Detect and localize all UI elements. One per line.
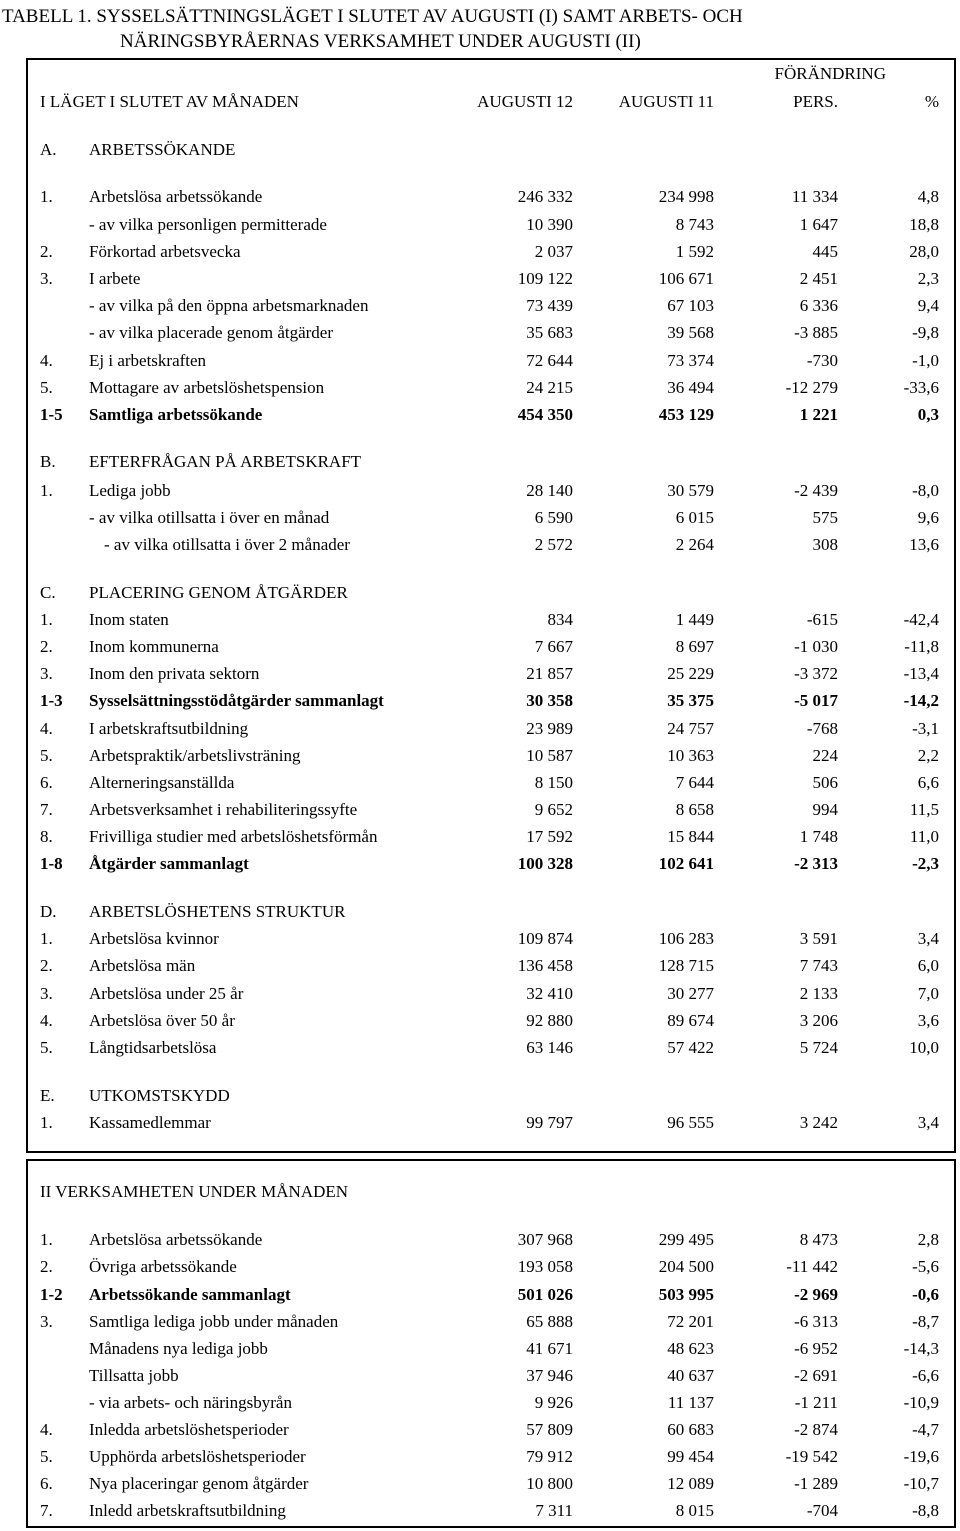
value-change-pers: 3 206 xyxy=(799,1011,838,1030)
value-change-pers: -2 313 xyxy=(794,854,838,873)
value-change-pers: -6 313 xyxy=(794,1312,838,1331)
section-heading-row xyxy=(0,139,960,161)
value-augusti-12: 30 358 xyxy=(526,691,573,710)
table-row xyxy=(0,983,960,1005)
value-change-percent: 2,8 xyxy=(917,1230,939,1249)
value-change-percent: -8,0 xyxy=(912,481,939,500)
value-change-percent: 4,8 xyxy=(917,187,939,206)
value-augusti-12: 28 140 xyxy=(526,481,573,500)
row-label: Övriga arbetssökande xyxy=(89,1257,237,1276)
row-label: Åtgärder sammanlagt xyxy=(89,854,249,873)
row-label: Lediga jobb xyxy=(89,481,171,500)
row-number: 7. xyxy=(40,800,53,819)
value-change-pers: -3 372 xyxy=(794,664,838,683)
title-line-2: NÄRINGSBYRÅERNAS VERKSAMHET UNDER AUGUSTI (II) xyxy=(120,31,641,52)
value-augusti-12: 246 332 xyxy=(517,187,573,206)
value-change-pers: 11 334 xyxy=(791,187,838,206)
value-augusti-12: 65 888 xyxy=(526,1312,573,1331)
value-augusti-11: 7 644 xyxy=(675,773,714,792)
value-augusti-11: 234 998 xyxy=(658,187,714,206)
value-change-pers: -704 xyxy=(806,1501,838,1520)
value-augusti-12: 109 122 xyxy=(517,269,573,288)
row-number: 6. xyxy=(40,1474,53,1493)
value-augusti-11: 25 229 xyxy=(667,664,714,683)
row-label: Arbetslösa arbetssökande xyxy=(89,187,263,206)
table-row xyxy=(0,480,960,502)
value-change-percent: -13,4 xyxy=(903,664,939,683)
header-col-augusti-12: AUGUSTI 12 xyxy=(477,92,573,111)
row-number: 5. xyxy=(40,746,53,765)
row-number: 1-8 xyxy=(40,854,63,873)
value-augusti-11: 2 264 xyxy=(675,535,714,554)
row-number: 8. xyxy=(40,827,53,846)
row-label: Månadens nya lediga jobb xyxy=(89,1339,268,1358)
value-augusti-12: 10 587 xyxy=(526,746,573,765)
table-row xyxy=(0,322,960,344)
table-row xyxy=(0,799,960,821)
value-augusti-11: 72 201 xyxy=(667,1312,714,1331)
table-row xyxy=(0,534,960,556)
table-title xyxy=(2,4,743,54)
value-change-pers: -5 017 xyxy=(794,691,838,710)
part-two-heading-text: II VERKSAMHETEN UNDER MÅNADEN xyxy=(40,1182,349,1201)
table-row xyxy=(0,826,960,848)
row-number: 1. xyxy=(40,481,53,500)
table-row xyxy=(0,853,960,875)
value-augusti-11: 60 683 xyxy=(667,1420,714,1439)
value-augusti-11: 8 015 xyxy=(675,1501,714,1520)
value-change-percent: -14,2 xyxy=(903,691,939,710)
value-change-pers: -2 691 xyxy=(794,1366,838,1385)
value-change-pers: -2 874 xyxy=(794,1420,838,1439)
value-change-percent: -42,4 xyxy=(903,610,939,629)
row-label: Sysselsättningsstödåtgärder sammanlagt xyxy=(89,691,384,710)
value-change-pers: -19 542 xyxy=(785,1447,838,1466)
value-change-percent: -0,6 xyxy=(912,1285,939,1304)
value-change-pers: -1 211 xyxy=(794,1393,838,1412)
value-augusti-12: 17 592 xyxy=(526,827,573,846)
value-change-percent: 11,5 xyxy=(909,800,939,819)
value-change-pers: -2 439 xyxy=(794,481,838,500)
table-row xyxy=(0,1419,960,1441)
row-label: - via arbets- och näringsbyrån xyxy=(89,1393,292,1412)
value-augusti-11: 453 129 xyxy=(658,405,714,424)
table-row xyxy=(0,1037,960,1059)
header-col-percent: % xyxy=(924,92,939,111)
column-header-row xyxy=(0,92,960,114)
value-augusti-12: 72 644 xyxy=(526,351,573,370)
row-label: - av vilka på den öppna arbetsmarknaden xyxy=(89,296,369,315)
row-label: Arbetslösa under 25 år xyxy=(89,984,244,1003)
row-label: Alterneringsanställda xyxy=(89,773,235,792)
value-augusti-11: 48 623 xyxy=(667,1339,714,1358)
table-row xyxy=(0,1473,960,1495)
value-change-pers: -11 442 xyxy=(786,1257,838,1276)
value-augusti-11: 35 375 xyxy=(667,691,714,710)
row-number: 2. xyxy=(40,242,53,261)
value-augusti-11: 106 671 xyxy=(658,269,714,288)
table-row xyxy=(0,1365,960,1387)
value-augusti-12: 73 439 xyxy=(526,296,573,315)
row-label: - av vilka personligen permitterade xyxy=(89,215,327,234)
row-number: 3. xyxy=(40,664,53,683)
section-heading-row xyxy=(0,451,960,473)
value-augusti-12: 79 912 xyxy=(526,1447,573,1466)
value-change-percent: 2,3 xyxy=(917,269,939,288)
value-augusti-12: 10 800 xyxy=(526,1474,573,1493)
row-number: 4. xyxy=(40,351,53,370)
row-number: 4. xyxy=(40,719,53,738)
value-augusti-11: 40 637 xyxy=(667,1366,714,1385)
row-number: 1. xyxy=(40,929,53,948)
row-number: 2. xyxy=(40,637,53,656)
value-augusti-11: 89 674 xyxy=(667,1011,714,1030)
row-number: 1-3 xyxy=(40,691,63,710)
value-augusti-11: 24 757 xyxy=(667,719,714,738)
row-number: C. xyxy=(40,583,56,602)
section-heading-row xyxy=(0,1085,960,1107)
value-augusti-11: 128 715 xyxy=(658,956,714,975)
table-row xyxy=(0,214,960,236)
value-augusti-11: 99 454 xyxy=(667,1447,714,1466)
row-number: 1. xyxy=(40,1230,53,1249)
value-change-pers: 3 242 xyxy=(799,1113,838,1132)
table-row xyxy=(0,955,960,977)
table-row xyxy=(0,241,960,263)
value-augusti-12: 2 572 xyxy=(534,535,573,554)
table-row xyxy=(0,1284,960,1306)
value-augusti-11: 6 015 xyxy=(675,508,714,527)
value-augusti-11: 1 592 xyxy=(675,242,714,261)
value-change-pers: -3 885 xyxy=(794,323,838,342)
value-change-pers: 506 xyxy=(812,773,838,792)
value-change-percent: -10,7 xyxy=(903,1474,939,1493)
value-change-pers: 994 xyxy=(812,800,838,819)
value-augusti-11: 10 363 xyxy=(667,746,714,765)
table-row xyxy=(0,1229,960,1251)
value-change-percent: -14,3 xyxy=(903,1339,939,1358)
value-augusti-12: 57 809 xyxy=(526,1420,573,1439)
value-change-percent: 9,6 xyxy=(917,508,939,527)
value-change-percent: 11,0 xyxy=(909,827,939,846)
row-label: - av vilka otillsatta i över en månad xyxy=(89,508,330,527)
row-number: 2. xyxy=(40,956,53,975)
row-label: Arbetssökande sammanlagt xyxy=(89,1285,291,1304)
row-label: PLACERING GENOM ÅTGÄRDER xyxy=(89,583,348,602)
table-row xyxy=(0,1256,960,1278)
value-augusti-11: 57 422 xyxy=(667,1038,714,1057)
value-change-percent: -5,6 xyxy=(912,1257,939,1276)
table-row xyxy=(0,928,960,950)
header-col-pers: PERS. xyxy=(793,92,838,111)
row-label: Inledda arbetslöshetsperioder xyxy=(89,1420,289,1439)
row-label: Förkortad arbetsvecka xyxy=(89,242,241,261)
row-number: 1. xyxy=(40,1113,53,1132)
value-change-pers: -1 289 xyxy=(794,1474,838,1493)
value-augusti-11: 12 089 xyxy=(667,1474,714,1493)
value-augusti-12: 307 968 xyxy=(517,1230,573,1249)
row-label: - av vilka otillsatta i över 2 månader xyxy=(104,535,350,554)
table-row xyxy=(0,1392,960,1414)
value-augusti-11: 39 568 xyxy=(667,323,714,342)
value-augusti-12: 454 350 xyxy=(517,405,573,424)
table-row xyxy=(0,1311,960,1333)
value-change-pers: 1 647 xyxy=(799,215,838,234)
value-change-percent: 0,3 xyxy=(917,405,939,424)
value-change-percent: 6,6 xyxy=(917,773,939,792)
value-augusti-12: 21 857 xyxy=(526,664,573,683)
value-augusti-11: 67 103 xyxy=(667,296,714,315)
row-number: 6. xyxy=(40,773,53,792)
row-label: Arbetspraktik/arbetslivsträning xyxy=(89,746,301,765)
row-number: A. xyxy=(40,140,57,159)
row-label: Inom staten xyxy=(89,610,169,629)
value-augusti-12: 834 xyxy=(547,610,573,629)
table-row xyxy=(0,350,960,372)
table-row xyxy=(0,636,960,658)
row-label: Kassamedlemmar xyxy=(89,1113,211,1132)
value-augusti-12: 7 667 xyxy=(534,637,573,656)
value-change-pers: 7 743 xyxy=(799,956,838,975)
row-label: Inledd arbetskraftsutbildning xyxy=(89,1501,286,1520)
value-change-percent: 18,8 xyxy=(909,215,939,234)
value-augusti-12: 6 590 xyxy=(534,508,573,527)
table-row xyxy=(0,1112,960,1134)
row-number: 1. xyxy=(40,610,53,629)
row-label: UTKOMSTSKYDD xyxy=(89,1086,230,1105)
value-augusti-12: 193 058 xyxy=(517,1257,573,1276)
value-augusti-11: 11 137 xyxy=(667,1393,714,1412)
value-augusti-12: 37 946 xyxy=(526,1366,573,1385)
value-augusti-12: 23 989 xyxy=(526,719,573,738)
header-col-augusti-11: AUGUSTI 11 xyxy=(618,92,714,111)
value-change-pers: 1 221 xyxy=(799,405,838,424)
value-change-percent: -6,6 xyxy=(912,1366,939,1385)
value-change-pers: 2 133 xyxy=(799,984,838,1003)
row-label: I arbete xyxy=(89,269,141,288)
value-augusti-12: 136 458 xyxy=(517,956,573,975)
row-number: D. xyxy=(40,902,57,921)
value-change-percent: 7,0 xyxy=(917,984,939,1003)
value-change-pers: 2 451 xyxy=(799,269,838,288)
value-augusti-11: 36 494 xyxy=(667,378,714,397)
value-change-percent: 9,4 xyxy=(917,296,939,315)
table-row xyxy=(0,1338,960,1360)
value-change-pers: -1 030 xyxy=(794,637,838,656)
row-number: 3. xyxy=(40,1312,53,1331)
row-label: ARBETSSÖKANDE xyxy=(89,140,236,159)
value-augusti-12: 35 683 xyxy=(526,323,573,342)
value-augusti-11: 8 697 xyxy=(675,637,714,656)
value-change-percent: -10,9 xyxy=(903,1393,939,1412)
value-change-pers: -730 xyxy=(806,351,838,370)
value-augusti-12: 109 874 xyxy=(517,929,573,948)
value-change-percent: -3,1 xyxy=(912,719,939,738)
row-label: Arbetslösa kvinnor xyxy=(89,929,219,948)
row-number: 4. xyxy=(40,1420,53,1439)
row-label: - av vilka placerade genom åtgärder xyxy=(89,323,334,342)
value-augusti-12: 9 652 xyxy=(534,800,573,819)
value-augusti-11: 1 449 xyxy=(675,610,714,629)
row-number: E. xyxy=(40,1086,55,1105)
value-augusti-11: 503 995 xyxy=(658,1285,714,1304)
value-change-pers: 224 xyxy=(812,746,838,765)
row-label: I arbetskraftsutbildning xyxy=(89,719,249,738)
row-number: 5. xyxy=(40,1447,53,1466)
value-augusti-11: 8 658 xyxy=(675,800,714,819)
row-number: B. xyxy=(40,452,56,471)
value-change-pers: -6 952 xyxy=(794,1339,838,1358)
row-label: EFTERFRÅGAN PÅ ARBETSKRAFT xyxy=(89,452,362,471)
value-augusti-12: 100 328 xyxy=(517,854,573,873)
table-row xyxy=(0,268,960,290)
value-augusti-12: 7 311 xyxy=(535,1501,573,1520)
row-number: 4. xyxy=(40,1011,53,1030)
value-change-pers: 6 336 xyxy=(799,296,838,315)
row-number: 2. xyxy=(40,1257,53,1276)
table-row xyxy=(0,186,960,208)
header-change-label: FÖRÄNDRING xyxy=(774,64,886,83)
value-change-percent: 2,2 xyxy=(917,746,939,765)
table-row xyxy=(0,690,960,712)
table-row xyxy=(0,404,960,426)
value-augusti-12: 92 880 xyxy=(526,1011,573,1030)
row-label: Nya placeringar genom åtgärder xyxy=(89,1474,309,1493)
row-label: Upphörda arbetslöshetsperioder xyxy=(89,1447,306,1466)
row-label: Mottagare av arbetslöshetspension xyxy=(89,378,325,397)
value-augusti-12: 8 150 xyxy=(534,773,573,792)
value-change-pers: 3 591 xyxy=(799,929,838,948)
value-change-percent: -8,7 xyxy=(912,1312,939,1331)
row-label: Arbetslösa män xyxy=(89,956,196,975)
value-augusti-12: 99 797 xyxy=(526,1113,573,1132)
value-augusti-11: 30 277 xyxy=(667,984,714,1003)
value-change-percent: 10,0 xyxy=(909,1038,939,1057)
value-change-pers: 5 724 xyxy=(799,1038,838,1057)
row-number: 3. xyxy=(40,984,53,1003)
value-augusti-11: 96 555 xyxy=(667,1113,714,1132)
value-augusti-11: 204 500 xyxy=(658,1257,714,1276)
table-row xyxy=(0,1500,960,1522)
value-change-percent: -1,0 xyxy=(912,351,939,370)
value-augusti-12: 32 410 xyxy=(526,984,573,1003)
table-row xyxy=(0,772,960,794)
value-augusti-12: 63 146 xyxy=(526,1038,573,1057)
table-row xyxy=(0,663,960,685)
row-label: Samtliga lediga jobb under månaden xyxy=(89,1312,339,1331)
value-change-percent: -8,8 xyxy=(912,1501,939,1520)
value-augusti-12: 24 215 xyxy=(526,378,573,397)
value-change-pers: -768 xyxy=(806,719,838,738)
value-change-percent: -19,6 xyxy=(903,1447,939,1466)
row-label: Inom kommunerna xyxy=(89,637,219,656)
row-number: 1-5 xyxy=(40,405,63,424)
title-line-1: TABELL 1. SYSSELSÄTTNINGSLÄGET I SLUTET AV AUGUSTI (I) SAMT ARBETS- OCH xyxy=(2,6,743,27)
row-label: Långtidsarbetslösa xyxy=(89,1038,217,1057)
row-number: 5. xyxy=(40,1038,53,1057)
value-change-pers: 8 473 xyxy=(799,1230,838,1249)
section-heading-row xyxy=(0,582,960,604)
value-augusti-11: 299 495 xyxy=(658,1230,714,1249)
row-label: Tillsatta jobb xyxy=(89,1366,179,1385)
row-number: 3. xyxy=(40,269,53,288)
row-label: Arbetsverksamhet i rehabiliteringssyfte xyxy=(89,800,358,819)
table-row xyxy=(0,1010,960,1032)
value-change-percent: 3,6 xyxy=(917,1011,939,1030)
value-change-pers: 308 xyxy=(812,535,838,554)
row-label: Ej i arbetskraften xyxy=(89,351,207,370)
row-number: 1. xyxy=(40,187,53,206)
value-change-percent: 3,4 xyxy=(917,929,939,948)
value-change-pers: -2 969 xyxy=(794,1285,838,1304)
value-change-percent: -4,7 xyxy=(912,1420,939,1439)
value-change-percent: -33,6 xyxy=(903,378,939,397)
table-row xyxy=(0,377,960,399)
section-heading-row xyxy=(0,901,960,923)
table-row xyxy=(0,1446,960,1468)
table-row xyxy=(0,745,960,767)
row-number: 7. xyxy=(40,1501,53,1520)
row-label: Frivilliga studier med arbetslöshetsförmån xyxy=(89,827,378,846)
value-augusti-12: 9 926 xyxy=(534,1393,573,1412)
value-change-pers: -12 279 xyxy=(785,378,838,397)
row-label: Arbetslösa arbetssökande xyxy=(89,1230,263,1249)
value-augusti-11: 15 844 xyxy=(667,827,714,846)
table-row xyxy=(0,507,960,529)
row-label: Arbetslösa över 50 år xyxy=(89,1011,235,1030)
header-section-label: I LÄGET I SLUTET AV MÅNADEN xyxy=(40,92,299,111)
value-augusti-12: 41 671 xyxy=(526,1339,573,1358)
value-augusti-12: 501 026 xyxy=(517,1285,573,1304)
part-two-heading xyxy=(0,1181,960,1203)
value-change-percent: 3,4 xyxy=(917,1113,939,1132)
table-row xyxy=(0,609,960,631)
value-change-percent: -9,8 xyxy=(912,323,939,342)
table-row xyxy=(0,295,960,317)
value-change-percent: 6,0 xyxy=(917,956,939,975)
value-augusti-11: 73 374 xyxy=(667,351,714,370)
value-augusti-12: 10 390 xyxy=(526,215,573,234)
row-number: 5. xyxy=(40,378,53,397)
value-change-pers: -615 xyxy=(806,610,838,629)
row-label: ARBETSLÖSHETENS STRUKTUR xyxy=(89,902,346,921)
value-augusti-12: 2 037 xyxy=(534,242,573,261)
value-augusti-11: 102 641 xyxy=(658,854,714,873)
row-label: Samtliga arbetssökande xyxy=(89,405,263,424)
row-number: 1-2 xyxy=(40,1285,63,1304)
table-row xyxy=(0,718,960,740)
value-augusti-11: 106 283 xyxy=(658,929,714,948)
value-change-percent: 13,6 xyxy=(909,535,939,554)
value-change-percent: -11,8 xyxy=(904,637,939,656)
value-change-percent: -2,3 xyxy=(912,854,939,873)
value-augusti-11: 30 579 xyxy=(667,481,714,500)
value-change-pers: 445 xyxy=(812,242,838,261)
row-label: Inom den privata sektorn xyxy=(89,664,260,683)
value-change-percent: 28,0 xyxy=(909,242,939,261)
value-change-pers: 575 xyxy=(812,508,838,527)
value-change-pers: 1 748 xyxy=(799,827,838,846)
value-augusti-11: 8 743 xyxy=(675,215,714,234)
